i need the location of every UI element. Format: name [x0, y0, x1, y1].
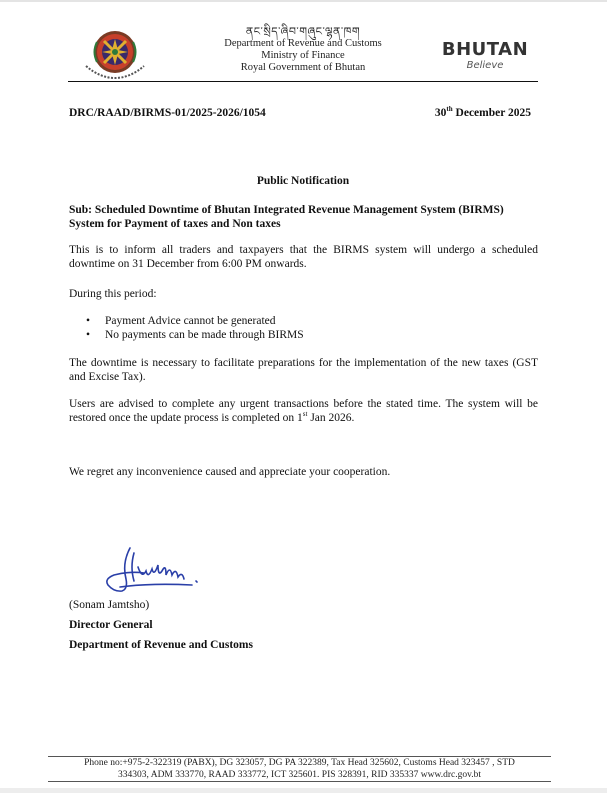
letter-date — [435, 107, 531, 119]
bhutan-believe-logo — [430, 40, 540, 72]
footer-contact-info — [48, 758, 551, 781]
signatory-department: Department of Revenue and Customs — [69, 639, 253, 651]
bullet-icon: • — [86, 315, 91, 327]
footer-divider-top — [48, 756, 551, 757]
advice-text: Users are advised to complete any urgent transactions before the stated time. The system will be restored once the update process is completed on 1 — [69, 398, 538, 424]
letterhead-title-block — [178, 25, 428, 74]
notice-title: Public Notification — [256, 175, 350, 187]
paragraph-reason: The downtime is necessary to facilitate preparations for the implementation of the new taxes (GST and Excise Tax). — [69, 357, 538, 383]
impact-list — [86, 314, 304, 342]
signature-icon — [100, 545, 202, 597]
letterhead — [68, 22, 540, 84]
footer-divider-bottom — [48, 781, 551, 782]
signatory-title: Director General — [69, 619, 153, 631]
list-item — [86, 328, 304, 342]
letterhead-divider — [68, 81, 538, 82]
footer-line-1: Phone no:+975-2-322319 (PABX), DG 323057, DG PA 322389, Tax Head 325602, Customs Head 323457 , STD — [84, 758, 515, 768]
subject-line-2: System for Payment of taxes and Non taxes — [69, 218, 281, 230]
notice-subject — [69, 203, 539, 231]
advice-ordinal: st — [302, 410, 308, 419]
list-item — [86, 314, 304, 328]
signatory-name: (Sonam Jamtsho) — [69, 599, 150, 611]
ministry-name: Ministry of Finance — [261, 50, 345, 61]
list-item-text: No payments can be made through BIRMS — [105, 329, 304, 341]
advice-date: Jan 2026. — [307, 412, 355, 424]
dzongkha-department-name: ནང་སྲིད་ཞིབ་གཞུང་ལྷན་ཁག — [245, 25, 361, 38]
date-day: 30 — [434, 107, 447, 119]
page-top-edge — [0, 0, 607, 2]
reference-number: DRC/RAAD/BIRMS-01/2025-2026/1054 — [69, 107, 266, 119]
date-ordinal: th — [446, 105, 453, 114]
paragraph-during-period: During this period: — [69, 288, 157, 300]
subject-line-1: Sub: Scheduled Downtime of Bhutan Integrated Revenue Management System (BIRMS) — [69, 204, 504, 216]
government-name: Royal Government of Bhutan — [240, 62, 366, 73]
bullet-icon: • — [86, 329, 91, 341]
brand-main-text: BHUTAN — [441, 39, 529, 60]
list-item-text: Payment Advice cannot be generated — [105, 315, 276, 327]
paragraph-intro: This is to inform all traders and taxpayers that the BIRMS system will undergo a scheduled downtime on 31 December from 6:00 PM onwards. — [69, 244, 538, 270]
date-month-year: December 2025 — [452, 107, 531, 119]
footer-line-2: 334303, ADM 333770, RAAD 333772, ICT 325601. PIS 328391, RID 335337 www.drc.gov.bt — [117, 769, 482, 780]
brand-tagline: Believe — [466, 60, 504, 71]
royal-emblem-icon — [82, 28, 148, 82]
department-name: Department of Revenue and Customs — [224, 38, 382, 49]
page-bottom-edge — [0, 788, 607, 793]
paragraph-closing: We regret any inconvenience caused and appreciate your cooperation. — [69, 466, 391, 478]
paragraph-advice — [69, 397, 538, 425]
